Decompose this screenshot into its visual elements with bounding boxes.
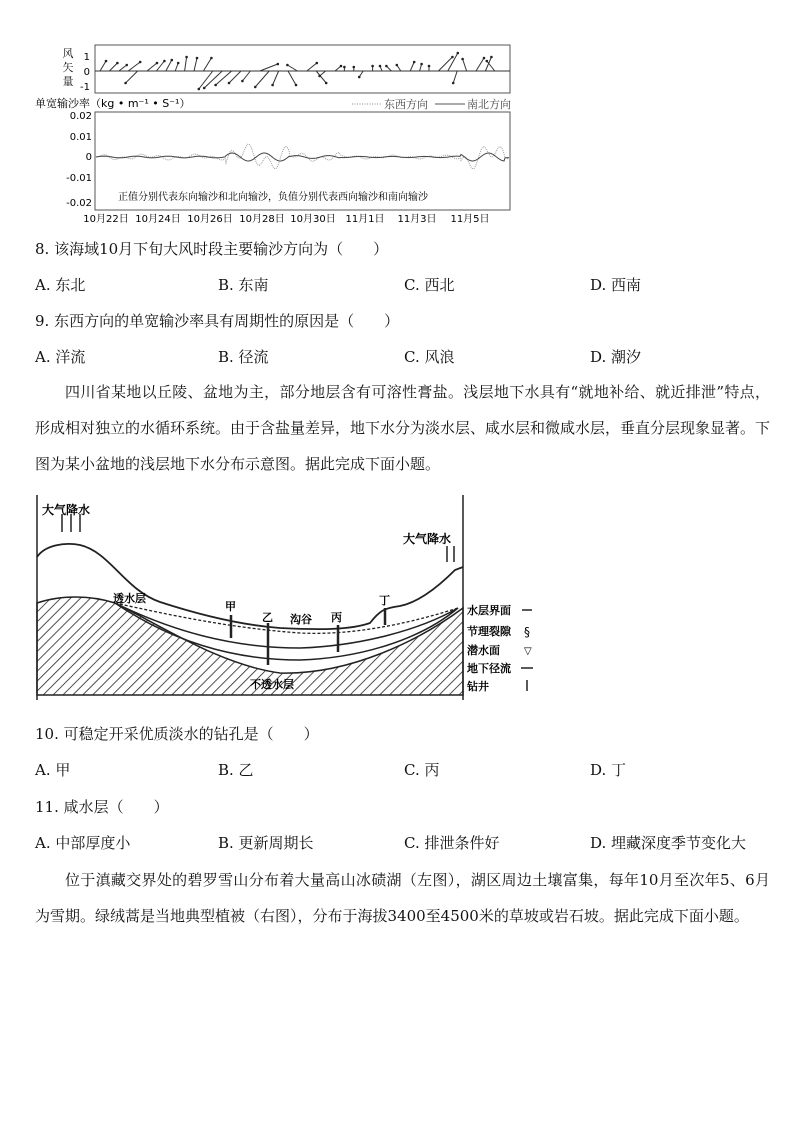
wind-arrow [255,71,269,87]
wind-arrow-head [353,66,356,69]
wind-arrow-head [457,52,460,55]
wind-arrow-head [185,56,188,59]
precip-label-right: 大气降水 [403,532,452,546]
wind-arrow [410,62,414,71]
passage-glacial-lake: 位于滇藏交界处的碧罗雪山分布着大量高山冰碛湖（左图），湖区周边土壤富集，每年10月至次年5、6月为雪期。绿绒蒿是当地典型植被（右图），分布于海拔3400至4500米的草坡或岩石坡。据此完成下面小题。 [35,871,770,925]
q8-option-b[interactable]: B. 东南 [218,276,269,294]
wind-arrow-head [271,84,274,87]
wind-arrow-head [340,65,343,68]
wind-arrow-head [316,62,319,65]
x-tick: 11月5日 [450,214,490,225]
wind-arrow-head [379,65,382,68]
wind-arrow-head [295,84,298,87]
wind-arrow-head [385,65,388,68]
wind-arrow-head [124,82,127,85]
q9-option-d[interactable]: D. 潮汐 [590,348,642,366]
wind-arrow [273,71,279,85]
wind-arrow-head [325,82,328,85]
valley-label: 沟谷 [290,613,312,626]
well-jia: 甲 [225,600,236,613]
wind-arrow [194,58,197,71]
wind-arrow-head [116,62,119,65]
wind-arrow-head [413,61,416,64]
q9-option-b[interactable]: B. 径流 [218,348,269,366]
wind-arrow-head [461,58,464,61]
wind-arrow-head [171,59,174,62]
wind-arrow-head [286,64,289,67]
wind-arrow [185,57,187,71]
wind-sediment-figure [0,0,800,230]
wind-arrow-head [203,87,206,90]
wind-arrow-head [428,65,431,68]
q8-stem: 8. 该海域10月下旬大风时段主要输沙方向为（ ） [35,240,389,258]
wind-arrow [109,63,117,71]
legend-groundwater-flow: 地下径流 [467,662,511,675]
q11-option-b[interactable]: B. 更新周期长 [218,834,314,852]
wind-arrow-head [396,64,399,67]
well-yi: 乙 [262,611,273,624]
wind-arrow-head [358,76,361,79]
q11-stem: 11. 咸水层（ ） [35,798,169,816]
wind-arrow-head [198,88,201,91]
q8-option-d[interactable]: D. 西南 [590,276,642,294]
wind-arrow [242,71,250,81]
x-tick: 11月1日 [345,214,385,225]
wind-arrow [204,71,222,88]
q9-option-a[interactable]: A. 洋流 [35,348,86,366]
wind-tick: -1 [80,82,90,93]
q10-option-d[interactable]: D. 丁 [590,761,627,779]
wind-arrow [288,71,296,85]
precip-arrows [62,514,454,562]
q10-option-a[interactable]: A. 甲 [35,761,71,779]
q11-option-c[interactable]: C. 排泄条件好 [404,834,500,852]
wind-arrow-head [343,66,346,69]
wind-tick: 0 [83,67,90,78]
wind-arrow-head [228,82,231,85]
wind-arrow-head [483,57,486,60]
y-tick: -0.02 [66,198,92,209]
legend-layer-interface: 水层界面 [467,604,511,617]
q9-option-c[interactable]: C. 风浪 [404,348,455,366]
water-table-icon: ▽ [524,646,532,657]
y-tick: 0.01 [69,132,92,143]
q11-option-d[interactable]: D. 埋藏深度季节变化大 [590,834,747,852]
wind-arrow [287,65,297,71]
wind-arrow [128,62,140,71]
wind-arrow-head [486,60,489,63]
wind-arrow [316,71,326,83]
q8-option-c[interactable]: C. 西北 [404,276,455,294]
wind-arrow [448,53,458,71]
legend-ew: 东西方向 [384,98,428,111]
groundwater-diagram [0,490,800,710]
wind-tick: 1 [83,52,90,63]
wind-arrow-head [126,64,129,67]
legend-well: 钻井 [467,680,489,693]
impermeable-label: 不透水层 [250,678,294,691]
rate-axis-label: 单宽输沙率（kg • m⁻¹ • S⁻¹） [35,97,191,110]
wind-arrow-head [420,63,423,66]
wind-arrow [476,58,484,71]
q9-stem: 9. 东西方向的单宽输沙率具有周期性的原因是（ ） [35,312,400,330]
legend-joint-fissure: 节理裂隙 [467,625,511,638]
q10-stem: 10. 可稳定开采优质淡水的钻孔是（ ） [35,725,319,743]
wind-arrow-head [452,82,455,85]
wind-arrow-head [105,60,108,63]
wind-vector-label: 风矢量 [62,47,74,88]
well-ding: 丁 [379,594,390,607]
wind-arrow-head [163,60,166,63]
well-bing: 丙 [331,611,342,624]
wind-arrow-head [139,61,142,64]
wind-arrow [307,63,317,71]
wind-arrow-head [318,75,321,78]
permeable-label: 透水层 [113,592,146,605]
wind-arrow [229,71,241,83]
wind-arrow [147,63,157,71]
q10-option-b[interactable]: B. 乙 [218,761,254,779]
x-tick: 10月26日 [187,214,233,225]
wind-arrow [203,58,211,71]
wind-arrow [119,65,127,71]
wind-arrow [453,71,457,83]
wind-arrow-head [214,84,217,87]
wind-arrow-head [156,62,159,65]
wind-arrow-head [254,86,257,89]
legend-ns: 南北方向 [467,98,511,111]
south-north-series [96,153,509,161]
wind-arrow [260,64,278,71]
x-tick: 10月22日 [83,214,129,225]
wind-arrow-head [371,65,374,68]
x-tick: 10月28日 [239,214,285,225]
wind-arrow [485,57,491,71]
wind-arrow-head [277,63,280,66]
x-tick: 11月3日 [397,214,437,225]
q8-option-a[interactable]: A. 东北 [35,276,86,294]
wind-arrow-head [196,57,199,60]
x-tick: 10月24日 [135,214,181,225]
q11-option-a[interactable]: A. 中部厚度小 [35,834,131,852]
wind-arrow-head [210,57,213,60]
x-tick: 10月30日 [290,214,336,225]
y-tick: 0 [85,152,92,163]
wind-arrow-head [241,80,244,83]
wind-arrow [126,71,138,83]
precip-label-left: 大气降水 [42,503,91,517]
legend-water-table: 潜水面 [467,644,500,657]
wind-panel [95,45,510,93]
wind-arrow [463,59,467,71]
wind-arrow-head [490,56,493,59]
wind-arrow [166,60,172,71]
q10-option-c[interactable]: C. 丙 [404,761,440,779]
sign-note: 正值分别代表东向输沙和北向输沙，负值分别代表西向输沙和南向输沙 [118,192,428,203]
passage-groundwater: 四川省某地以丘陵、盆地为主，部分地层含有可溶性膏盐。浅层地下水具有“就地补给、就近排泄”特点，形成相对独立的水循环系统。由于含盐量差异，地下水分为淡水层、咸水层和微咸水层，垂直分层现象显著。下图为某小盆地的浅层地下水分布示意图。据此完成下面小题。 [35,383,771,473]
wind-arrow [438,57,452,71]
wind-arrow-head [451,56,454,59]
y-tick: 0.02 [69,111,92,122]
y-tick: -0.01 [66,173,92,184]
fissure-icon: § [524,625,530,639]
wind-arrow-head [177,62,180,65]
wind-arrow [100,61,106,71]
legend-symbols [521,610,533,691]
